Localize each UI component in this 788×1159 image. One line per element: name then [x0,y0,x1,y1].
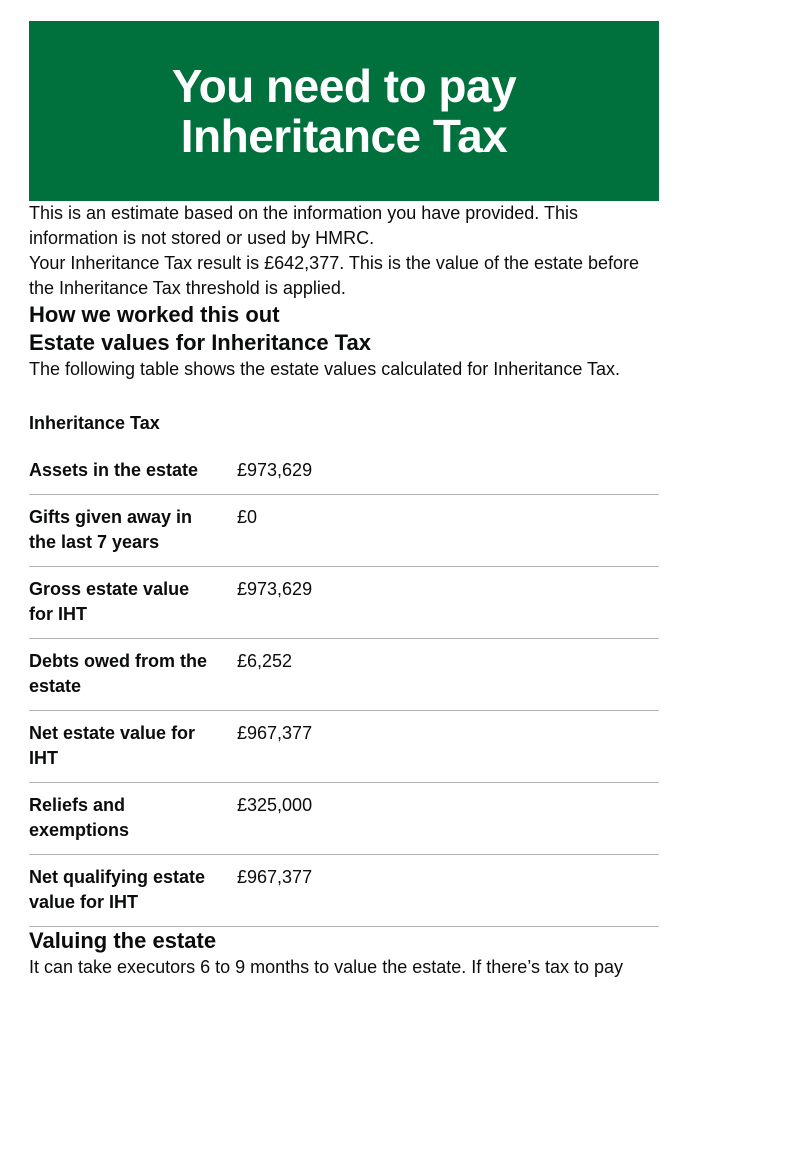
result-summary: Your Inheritance Tax result is £642,377. This is the value of the estate before the Inheritance Tax threshold is applied. [29,253,640,298]
table-row [29,639,659,711]
estate-values-table [29,454,659,927]
row-value: £967,377 [237,867,313,887]
row-value: £973,629 [237,460,313,480]
result-panel [29,21,659,201]
main-content [29,21,659,980]
result-panel-title-line1: You need to pay [171,60,517,112]
result-panel-title-line2: Inheritance Tax [180,110,508,162]
result-panel-title [172,61,516,161]
row-label: Debts owed from the estate [29,651,208,696]
table-row [29,567,659,639]
table-row [29,711,659,783]
row-label: Gifts given away in the last 7 years [29,507,193,552]
table-row [29,855,659,927]
row-value: £973,629 [237,579,313,599]
estate-values-description: The following table shows the estate values calculated for Inheritance Tax. [29,359,621,379]
estimate-notice: This is an estimate based on the information you have provided. This information is not stored or used by HMRC. [29,203,578,248]
table-row [29,495,659,567]
row-label: Net qualifying estate value for IHT [29,867,206,912]
row-label: Net estate value for IHT [29,723,196,768]
valuing-estate-heading: Valuing the estate [29,928,217,953]
estate-values-heading: Estate values for Inheritance Tax [29,330,371,355]
row-label: Assets in the estate [29,460,199,480]
row-label: Reliefs and exemptions [29,795,130,840]
row-value: £325,000 [237,795,313,815]
row-label: Gross estate value for IHT [29,579,190,624]
table-row [29,783,659,855]
valuing-estate-text: It can take executors 6 to 9 months to value the estate. If there’s tax to pay [29,957,624,977]
row-value: £6,252 [237,651,293,671]
table-row [29,454,659,495]
row-value: £0 [237,507,258,527]
row-value: £967,377 [237,723,313,743]
how-we-worked-heading: How we worked this out [29,302,280,327]
table-caption: Inheritance Tax [29,413,160,433]
